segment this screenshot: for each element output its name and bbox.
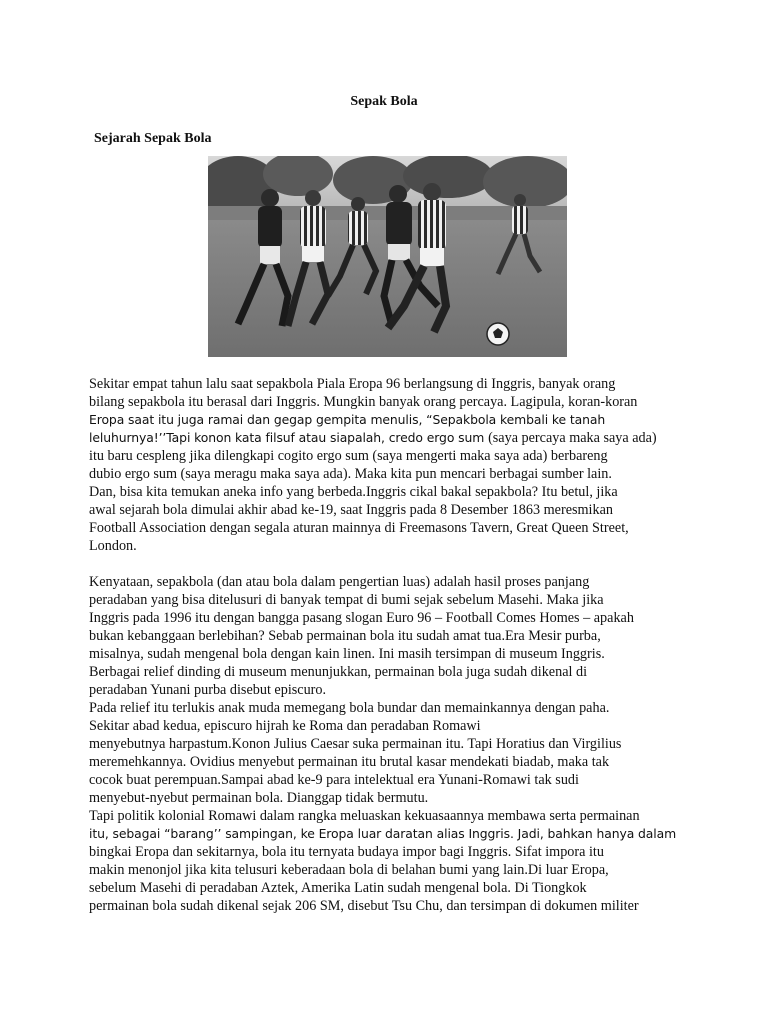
text-line: permainan bola sudah dikenal sejak 206 SM, disebut Tsu Chu, dan tersimpan di dokumen militer (89, 898, 639, 914)
paragraph (89, 375, 681, 555)
text-line: itu, sebagai “barang’’ sampingan, ke Eropa luar daratan alias Inggris. Jadi, bahkan hanya dalam (89, 826, 677, 841)
section-heading: Sejarah Sepak Bola (94, 131, 212, 146)
text-line (89, 429, 681, 447)
text-line: makin menonjol jika kita telusuri keberadaan bola di belahan bumi yang lain.Di luar Eropa, (89, 862, 609, 878)
text-line: sebelum Masehi di peradaban Aztek, Amerika Latin sudah mengenal bola. Di Tiongkok (89, 880, 587, 896)
text-line: Football Association dengan segala aturan mainnya di Freemasons Tavern, Great Queen Street, (89, 520, 629, 536)
text-line: menyebutnya harpastum.Konon Julius Caesar suka permainan itu. Tapi Horatius dan Virgilius (89, 736, 622, 752)
paragraph (89, 573, 681, 915)
football-players-photo (208, 156, 567, 357)
article-body (89, 375, 681, 915)
text-line: Dan, bisa kita temukan aneka info yang berbeda.Inggris cikal bakal sepakbola? Itu betul, jika (89, 484, 618, 500)
text-line: menyebut-nyebut permainan bola. Dianggap tidak bermutu. (89, 790, 429, 806)
text-line: cocok buat perempuan.Sampai abad ke-9 para intelektual era Yunani-Romawi tak sudi (89, 772, 579, 788)
text-line: itu baru cespleng jika dilengkapi cogito ergo sum (saya mengerti maka saya ada) berbareng (89, 448, 608, 464)
photo-graphic (208, 156, 567, 357)
text-line: Inggris pada 1996 itu dengan bangga pasang slogan Euro 96 – Football Comes Homes – apakah (89, 610, 634, 626)
text-line: misalnya, sudah mengenal bola dengan kain linen. Ini masih tersimpan di museum Inggris. (89, 646, 605, 662)
text-fragment: (saya percaya maka saya ada) (488, 430, 657, 446)
text-line: bukan kebanggaan berlebihan? Sebab permainan bola itu sudah amat tua.Era Mesir purba, (89, 628, 601, 644)
text-line: Eropa saat itu juga ramai dan gegap gempita menulis, “Sepakbola kembali ke tanah (89, 412, 606, 427)
text-line: Tapi politik kolonial Romawi dalam rangka meluaskan kekuasaannya membawa serta permainan (89, 808, 640, 824)
football-icon (487, 323, 509, 345)
text-line: Kenyataan, sepakbola (dan atau bola dalam pengertian luas) adalah hasil proses panjang (89, 574, 590, 590)
text-line: meremehkannya. Ovidius menyebut permainan itu brutal kasar mendekati biadab, maka tak (89, 754, 610, 770)
text-line: peradaban yang bisa ditelusuri di banyak tempat di bumi sejak sebelum Masehi. Maka jika (89, 592, 604, 608)
text-fragment: leluhurnya!’’Tapi konon kata filsuf atau siapalah, credo ergo sum (89, 430, 489, 445)
text-line: peradaban Yunani purba disebut episcuro. (89, 682, 327, 698)
text-line: bingkai Eropa dan sekitarnya, bola itu ternyata budaya impor bagi Inggris. Sifat impora itu (89, 844, 604, 860)
text-line: bilang sepakbola itu berasal dari Inggris. Mungkin banyak orang percaya. Lagipula, koran-koran (89, 394, 638, 410)
text-line: Sekitar empat tahun lalu saat sepakbola Piala Eropa 96 berlangsung di Inggris, banyak orang (89, 376, 616, 392)
document-title: Sepak Bola (350, 94, 418, 109)
text-line: Sekitar abad kedua, episcuro hijrah ke Roma dan peradaban Romawi (89, 718, 481, 734)
text-line: Pada relief itu terlukis anak muda memegang bola bundar dan memainkannya dengan paha. (89, 700, 610, 716)
text-line: London. (89, 538, 137, 554)
text-line: dubio ergo sum (saya meragu maka saya ada). Maka kita pun mencari berbagai sumber lain. (89, 466, 612, 482)
text-line: Berbagai relief dinding di museum menunjukkan, permainan bola juga sudah dikenal di (89, 664, 588, 680)
text-line: awal sejarah bola dimulai akhir abad ke-19, saat Inggris pada 8 Desember 1863 meresmikan (89, 502, 613, 518)
